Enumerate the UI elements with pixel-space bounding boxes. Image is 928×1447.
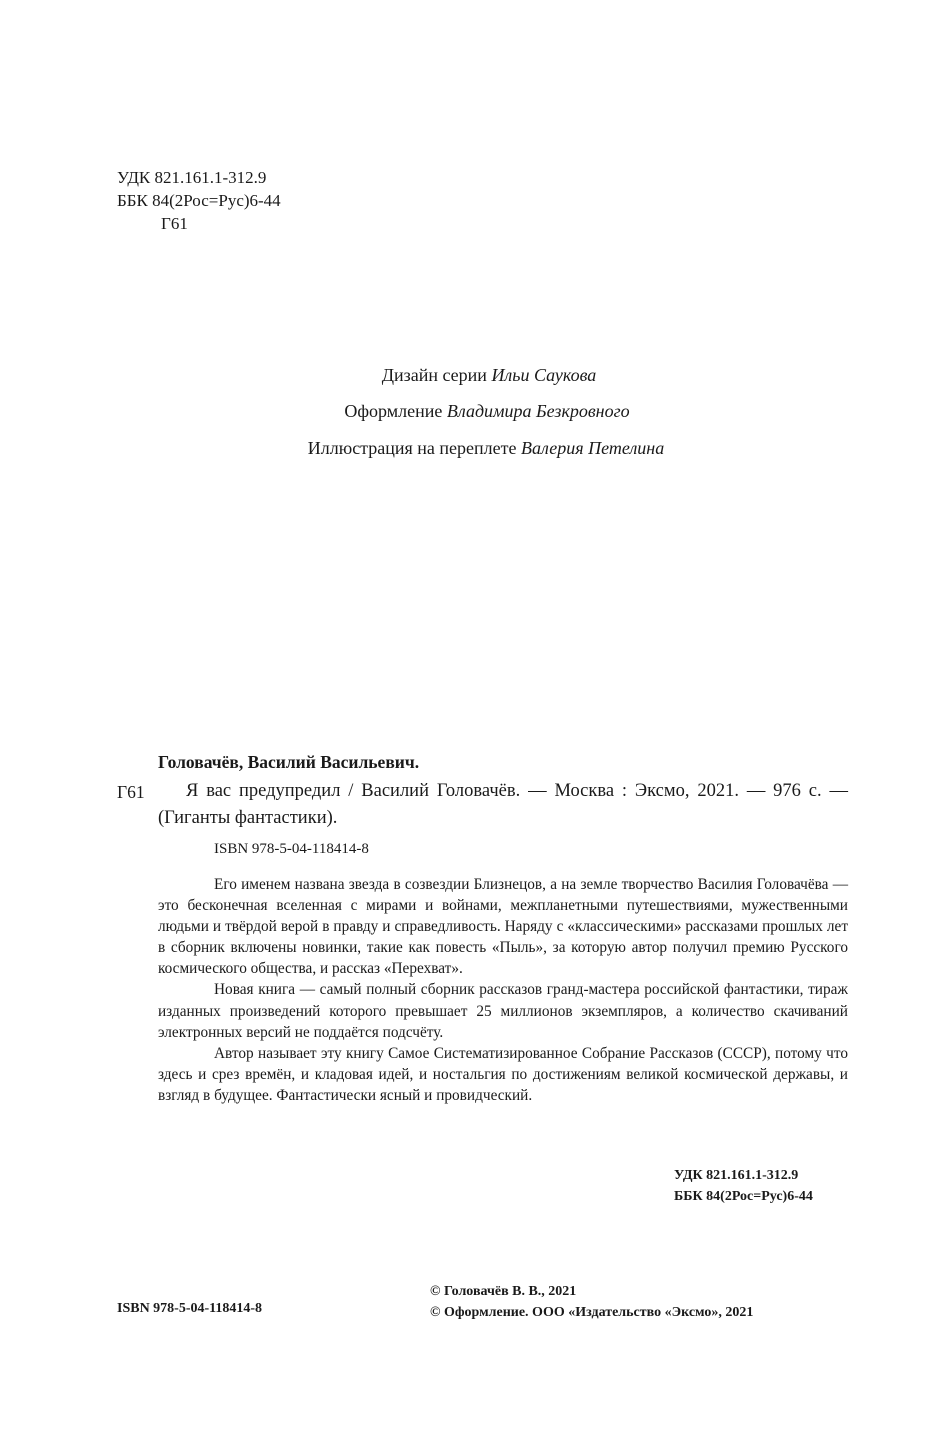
copyright-author: © Головачёв В. В., 2021 [430,1284,577,1299]
copyright-design: © Оформление. ООО «Издательство «Эксмо», 2021 [430,1305,754,1320]
credit-series-design: Дизайн серии Ильи Саукова [381,365,597,385]
udk-code-bold: УДК 821.161.1-312.9 [674,1168,799,1183]
title-statement: Я вас предупредил / Василий Головачёв. — Москва : Эксмо, 2021. — 976 с. — (Гиганты фантастики). [158,781,848,828]
udk-code: УДК 821.161.1-312.9 [117,168,267,187]
bbk-code: ББК 84(2Рос=Рус)6-44 [117,191,281,210]
annotation [158,874,848,1106]
top-classification-codes [117,166,281,235]
bbk-code-bold: ББК 84(2Рос=Рус)6-44 [674,1189,813,1204]
footer-isbn: ISBN 978-5-04-118414-8 [117,1301,263,1316]
credit-layout: Оформление Владимира Безкровного [344,401,630,421]
annotation-paragraph: Автор называет эту книгу Самое Систематизированное Собрание Рассказов (СССР), потому что здесь и срез времён, и кладовая идей, и ностальгия по достижениям великой космической державы, и взгляд в будущее. Фантастически ясный и провидческий. [158,1044,848,1104]
bibliographic-author-sign: Г61 [117,782,145,802]
annotation-paragraph: Новая книга — самый полный сборник рассказов гранд-мастера российской фантастики, тираж изданных произведений которого превышает 25 миллионов экземпляров, а количество скачиваний электронных версий не поддаётся подсчёту. [158,981,848,1041]
credit-cover-illustration: Иллюстрация на переплете Валерия Петелина [307,438,665,458]
right-classification-codes [674,1165,813,1207]
copyright-block [430,1281,753,1323]
author-sign: Г61 [161,214,188,233]
author-heading: Головачёв, Василий Васильевич. [158,752,420,772]
annotation-paragraph: Его именем названа звезда в созвездии Близнецов, а на земле творчество Василия Головачёва — это бесконечная вселенная с мирами и войнами, межпланетными путешествиями, мужественными людьми и твёрдой верой в правду и справедливость. Наряду с «классическими» рассказами прошлых лет в сборник включены новинки, такие как повесть «Пыль», за которую автор получил премию Русского космического общества, и рассказ «Перехват». [158,876,848,978]
isbn: ISBN 978-5-04-118414-8 [214,841,369,857]
